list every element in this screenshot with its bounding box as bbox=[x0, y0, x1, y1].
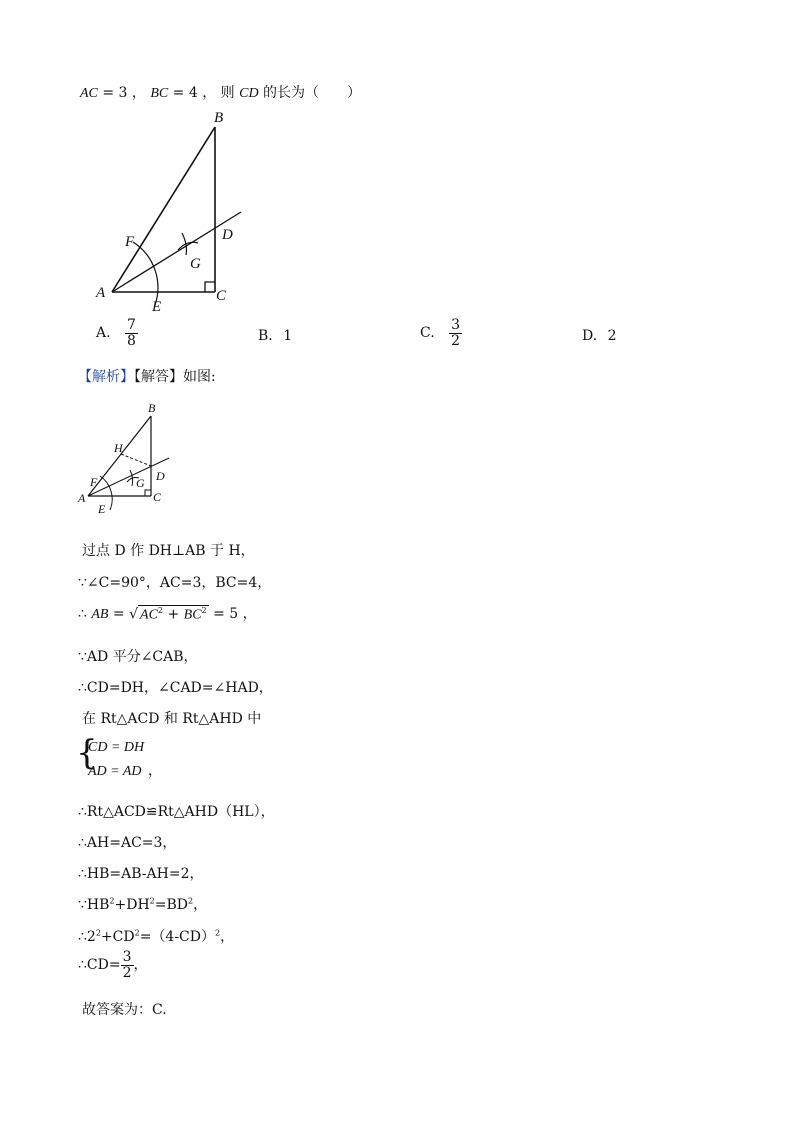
label-F: F bbox=[125, 234, 135, 250]
fig2-label-B: B bbox=[148, 401, 156, 415]
step-11: ∴HB=AB-AH=2， bbox=[78, 866, 204, 882]
option-c[interactable]: C. $\frac{3}{2}$ bbox=[420, 317, 461, 349]
triangle-figure-2 bbox=[76, 398, 176, 518]
cd-fraction: $\frac{3}{2}$ bbox=[122, 949, 132, 981]
fig2-label-C: C bbox=[153, 490, 162, 504]
option-d[interactable]: D. 2 bbox=[582, 328, 617, 344]
fig2-label-H: H bbox=[114, 441, 123, 455]
brace-icon: { bbox=[76, 733, 98, 773]
fig2-label-D: D bbox=[156, 469, 165, 483]
step-10: ∴AH=AC=3， bbox=[78, 835, 177, 851]
option-c-fraction: $\frac{3}{2}$ bbox=[451, 317, 461, 349]
analysis-tag: 【解析】 bbox=[78, 369, 134, 385]
answer-tag: 【解答】 bbox=[134, 369, 183, 385]
option-b[interactable]: B. 1 bbox=[258, 328, 293, 344]
fig2-label-G: G bbox=[136, 476, 145, 490]
equation-cd-dh: CD = DH bbox=[88, 740, 145, 755]
equation-ad-ad: AD = AD bbox=[88, 764, 142, 779]
step-2: ∵∠C=90°，AC=3，BC=4， bbox=[78, 575, 272, 591]
step-3: ∴ AB = √ $AC^2 + BC^2 = 5$ ， bbox=[78, 605, 257, 623]
step-12: $\because HB^2+DH^2=BD^2$， bbox=[78, 896, 208, 913]
fig2-label-A: A bbox=[78, 491, 86, 505]
question-text: AC = 3 ， BC = 4 ， 则 CD 的长为（ ） bbox=[80, 85, 362, 101]
triangle-figure-1 bbox=[90, 105, 260, 315]
analysis-header: 【解析】【解答】如图: bbox=[78, 369, 216, 385]
step-6: 在 Rt△ACD 和 Rt△AHD 中 bbox=[82, 711, 262, 727]
label-A: A bbox=[96, 285, 106, 301]
label-D: D bbox=[222, 227, 233, 243]
fig2-label-F: F bbox=[90, 475, 98, 489]
label-E: E bbox=[152, 299, 162, 315]
label-C: C bbox=[216, 288, 227, 304]
label-B: B bbox=[214, 110, 224, 126]
step-13: $\therefore 2^2+CD^2=(4-CD)^2$， bbox=[78, 928, 235, 945]
step-5: ∴CD=DH，∠CAD=∠HAD， bbox=[78, 680, 273, 696]
option-a-fraction: $\frac{7}{8}$ bbox=[127, 317, 136, 349]
option-a[interactable]: A. $\frac{7}{8}$ bbox=[96, 317, 136, 349]
step-1: 过点 D 作 DH⊥AB 于 H， bbox=[82, 543, 255, 559]
step-9: ∴Rt△ACD≌Rt△AHD（HL）， bbox=[78, 804, 275, 820]
step-14: ∴CD= $\frac{3}{2}$ ， bbox=[78, 949, 148, 981]
step-4: ∵AD 平分∠CAB， bbox=[78, 649, 198, 665]
fig2-label-E: E bbox=[98, 502, 106, 516]
label-G: G bbox=[190, 256, 201, 272]
final-answer: 故答案为：C. bbox=[82, 1002, 167, 1018]
